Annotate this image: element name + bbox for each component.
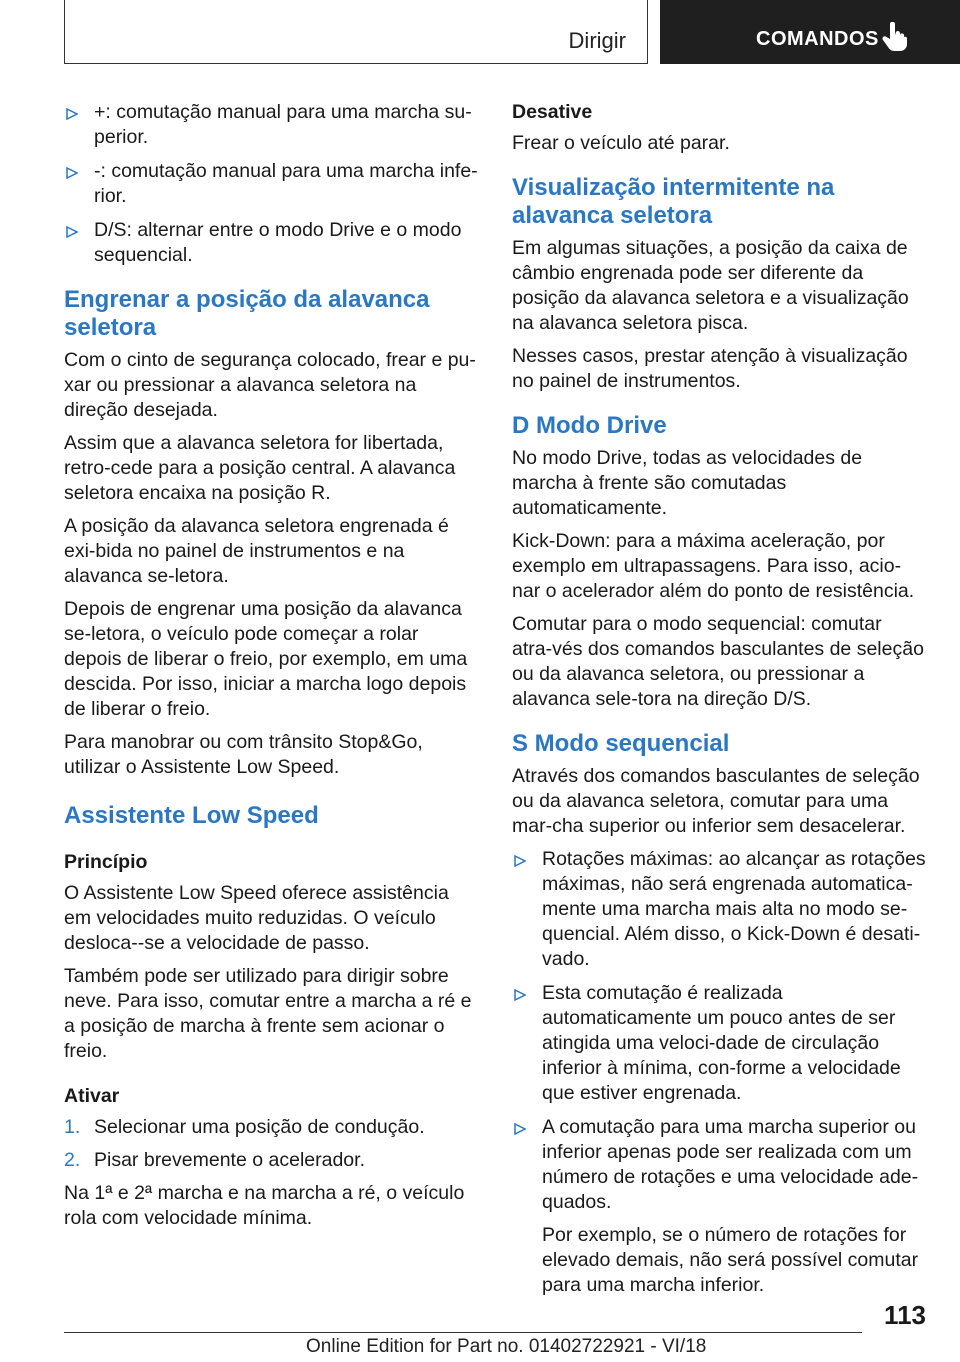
shift-bullets	[64, 100, 478, 268]
step-text: Selecionar uma posição de condução.	[94, 1116, 425, 1138]
page-number: 113	[884, 1300, 926, 1330]
paragraph: A posição da alavanca seletora engrenada é exi‐bida no painel de instrumentos e na alavanca se‐letora.	[64, 515, 449, 587]
subheading-activate: Ativar	[64, 1085, 120, 1107]
paragraph: Para manobrar ou com trânsito Stop&Go, utilizar o Assistente Low Speed.	[64, 731, 423, 778]
footer-divider	[64, 1332, 862, 1333]
paragraph: Em algumas situações, a posição da caixa de câmbio engrenada pode ser diferente da posição da alavanca seletora e a visualização na alavanca seletora pisca.	[512, 237, 909, 334]
paragraph: Também pode ser utilizado para dirigir sobre neve. Para isso, comutar entre a marcha a ré e a posição de marcha à frente sem acionar o freio.	[64, 965, 472, 1062]
sequential-bullets	[512, 847, 926, 1298]
list-item-subtext: Por exemplo, se o número de rotações for elevado demais, não será possível comutar para uma marcha inferior.	[542, 1224, 919, 1296]
chapter-tab	[660, 0, 960, 64]
triangle-bullet-icon	[514, 989, 526, 1001]
triangle-bullet-icon	[66, 167, 78, 179]
left-column	[64, 100, 478, 1239]
list-item	[64, 1115, 478, 1140]
paragraph: O Assistente Low Speed oferece assistência em velocidades muito reduzidas. O veículo desloca‐-se a velocidade de passo.	[64, 882, 449, 954]
paragraph: No modo Drive, todas as velocidades de marcha à frente são comutadas automaticamente.	[512, 447, 863, 519]
paragraph: Na 1ª e 2ª marcha e na marcha a ré, o veículo rola com velocidade mínima.	[64, 1182, 465, 1229]
right-column	[512, 100, 926, 1307]
list-item	[64, 159, 478, 209]
list-item	[64, 100, 478, 150]
step-number: 1.	[64, 1116, 81, 1138]
list-item-text: Esta comutação é realizada automaticamente um pouco antes de ser atingida uma veloci‐dade de circulação inferior à mínima, con‐forme a velocidade que estiver engrenada.	[542, 982, 901, 1104]
heading-sequential-mode: S Modo sequencial	[512, 730, 730, 757]
list-item-text: A comutação para uma marcha superior ou inferior apenas pode ser realizada com um número de rotações e uma velocidade ade‐quados.	[542, 1116, 919, 1213]
triangle-bullet-icon	[514, 1123, 526, 1135]
list-item	[512, 981, 926, 1106]
triangle-bullet-icon	[66, 108, 78, 120]
list-item-text: D/S: alternar entre o modo Drive e o modo sequencial.	[94, 219, 462, 266]
activate-steps	[64, 1115, 478, 1173]
list-item	[512, 847, 926, 972]
triangle-bullet-icon	[66, 226, 78, 238]
paragraph: Nesses casos, prestar atenção à visualização no painel de instrumentos.	[512, 345, 908, 392]
subheading-deactivate: Desative	[512, 101, 593, 123]
list-item	[64, 1148, 478, 1173]
list-item-text: Rotações máximas: ao alcançar as rotações máximas, não será engrenada automatica‐mente uma marcha mais alta no modo se‐quencial. Além disso, o Kick-Down é desati‐vado.	[542, 848, 926, 970]
heading-drive-mode: D Modo Drive	[512, 412, 667, 439]
paragraph: Comutar para o modo sequencial: comutar atra‐vés dos comandos basculantes de seleção ou da alavanca seletora, ou pressionar a alavanca sele‐tora na direção D/S.	[512, 613, 924, 710]
footer-edition: Online Edition for Part no. 01402722921 - VI/18	[306, 1336, 707, 1357]
heading-low-speed: Assistente Low Speed	[64, 802, 319, 829]
step-number: 2.	[64, 1149, 81, 1171]
heading-flashing-display: Visualização intermitente na alavanca seletora	[512, 174, 835, 229]
triangle-bullet-icon	[514, 855, 526, 867]
paragraph: Frear o veículo até parar.	[512, 132, 730, 154]
paragraph: Através dos comandos basculantes de seleção ou da alavanca seletora, comutar para uma mar‐cha superior ou inferior sem desacelerar.	[512, 765, 920, 837]
list-item	[512, 1115, 926, 1298]
subheading-principle: Princípio	[64, 851, 148, 873]
paragraph: Com o cinto de segurança colocado, frear e pu‐xar ou pressionar a alavanca seletora na direção desejada.	[64, 349, 476, 421]
paragraph: Depois de engrenar uma posição da alavanca se‐letora, o veículo pode começar a rolar depois de liberar o freio, por exemplo, em uma descida. Por isso, iniciar a marcha logo depois de liberar o freio.	[64, 598, 468, 720]
list-item-text: -: comutação manual para uma marcha infe‐rior.	[94, 160, 478, 207]
paragraph: Kick-Down: para a máxima aceleração, por exemplo em ultrapassagens. Para isso, acio‐nar o acelerador além do ponto de resistência.	[512, 530, 915, 602]
section-title: Dirigir	[568, 28, 626, 53]
list-item	[64, 218, 478, 268]
chapter-tab-label: COMANDOS	[756, 28, 879, 50]
paragraph: Assim que a alavanca seletora for libertada, retro‐cede para a posição central. A alavanca seletora encaixa na posição R.	[64, 432, 456, 504]
header-frame	[64, 0, 648, 64]
hand-pointer-icon	[882, 22, 908, 52]
list-item-text: +: comutação manual para uma marcha su‐perior.	[94, 101, 472, 148]
step-text: Pisar brevemente o acelerador.	[94, 1149, 365, 1171]
heading-engage-selector: Engrenar a posição da alavanca seletora	[64, 286, 430, 341]
